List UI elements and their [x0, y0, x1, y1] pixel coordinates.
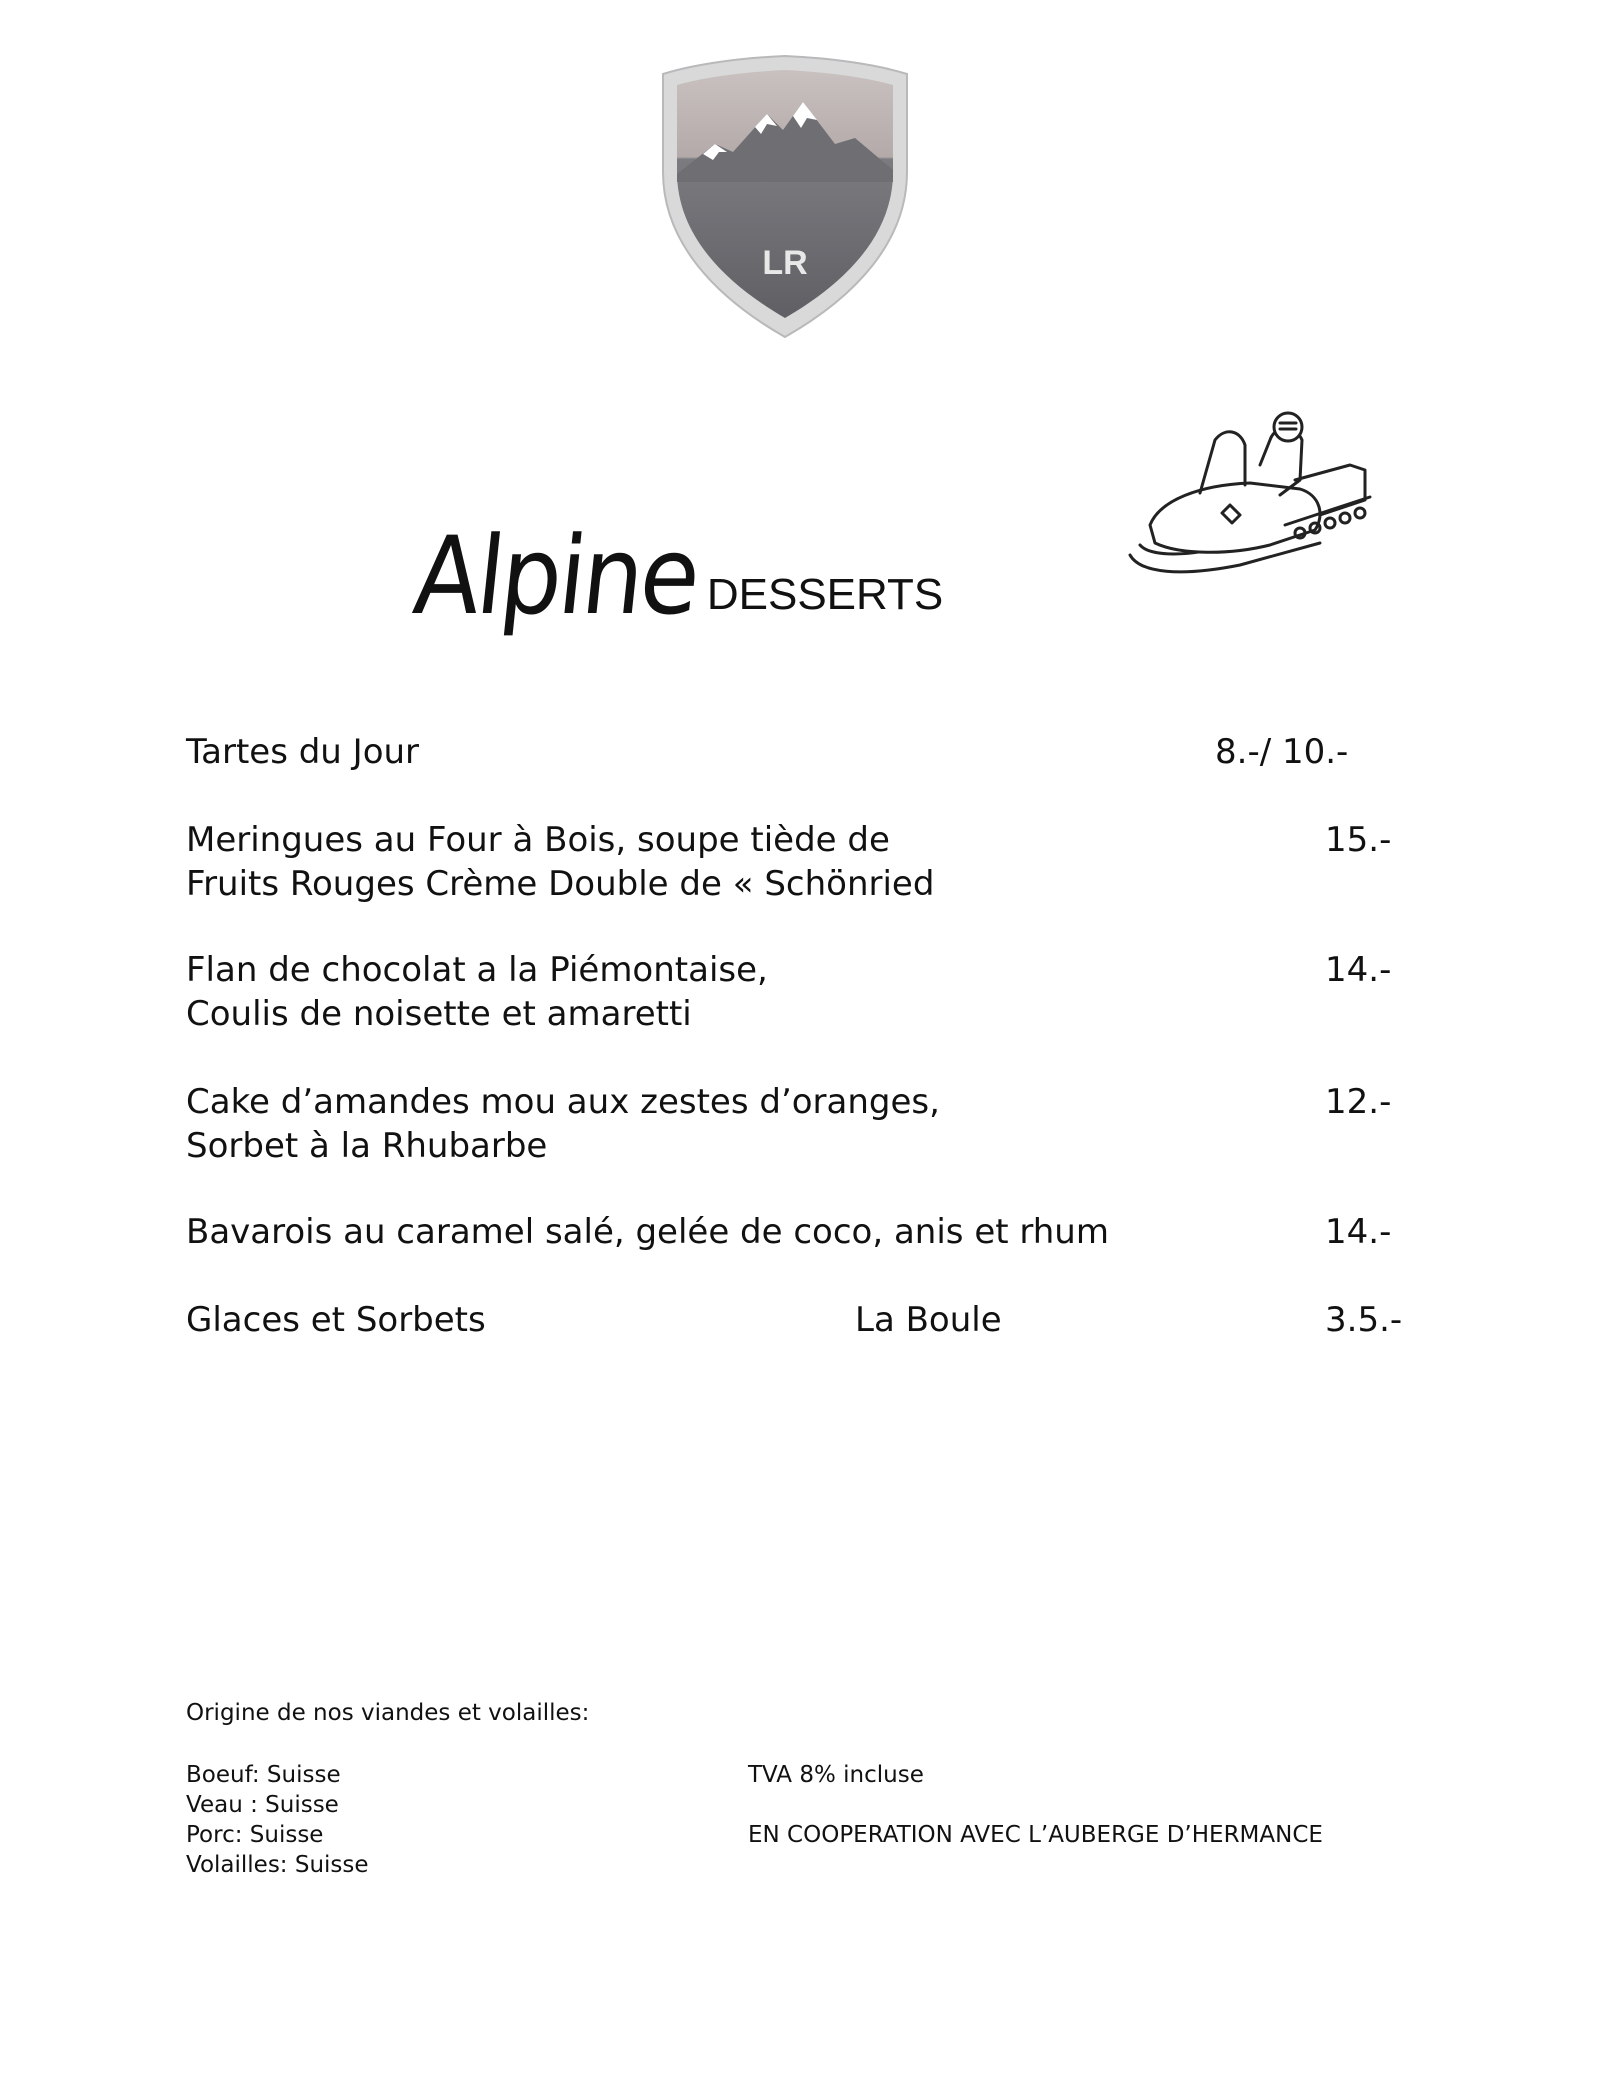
menu-item-name: Flan de chocolat a la Piémontaise, — [186, 950, 768, 990]
menu-item-name: Fruits Rouges Crème Double de « Schönried — [186, 864, 935, 904]
menu-item — [186, 948, 768, 1036]
menu-item-price: 14.- — [1325, 950, 1392, 990]
origin-item: Porc: Suisse — [186, 1822, 324, 1848]
menu-item — [186, 730, 419, 774]
menu-item-price: 3.5.- — [1325, 1300, 1403, 1340]
menu-item-name: Tartes du Jour — [186, 732, 420, 772]
origin-item: Volailles: Suisse — [186, 1852, 369, 1878]
origin-item: Boeuf: Suisse — [186, 1762, 341, 1788]
menu-item-size: La Boule — [855, 1300, 1002, 1340]
menu-item — [186, 818, 934, 906]
cooperation-note: EN COOPERATION AVEC L’AUBERGE D’HERMANCE — [748, 1822, 1323, 1848]
menu-item-name: Bavarois au caramel salé, gelée de coco, anis et rhum — [186, 1212, 1109, 1252]
origin-item: Veau : Suisse — [186, 1792, 339, 1818]
menu-title — [408, 513, 944, 639]
menu-item-price: 14.- — [1325, 1212, 1392, 1252]
menu-item-price: 15.- — [1325, 820, 1392, 860]
title-caps: DESSERTS — [706, 570, 944, 619]
menu-item-price: 8.-/ 10.- — [1215, 732, 1349, 772]
menu-item — [186, 1298, 486, 1342]
vat-note: TVA 8% incluse — [748, 1762, 924, 1788]
origin-heading: Origine de nos viandes et volailles: — [186, 1700, 590, 1726]
menu-item-name: Coulis de noisette et amaretti — [186, 994, 692, 1034]
menu-item — [186, 1080, 940, 1168]
menu-item-name: Cake d’amandes mou aux zestes d’oranges, — [186, 1082, 940, 1122]
menu-item-name: Meringues au Four à Bois, soupe tiède de — [186, 820, 890, 860]
origin-list — [186, 1760, 369, 1880]
menu-item-name: Glaces et Sorbets — [186, 1300, 486, 1340]
menu-item-name: Sorbet à la Rhubarbe — [186, 1126, 548, 1166]
restaurant-logo — [655, 52, 915, 342]
menu-item-price: 12.- — [1325, 1082, 1392, 1122]
snowmobile-icon — [1120, 405, 1380, 595]
menu-item — [186, 1210, 1109, 1254]
title-script: Alpine — [408, 513, 704, 639]
logo-monogram: LR — [762, 244, 808, 282]
